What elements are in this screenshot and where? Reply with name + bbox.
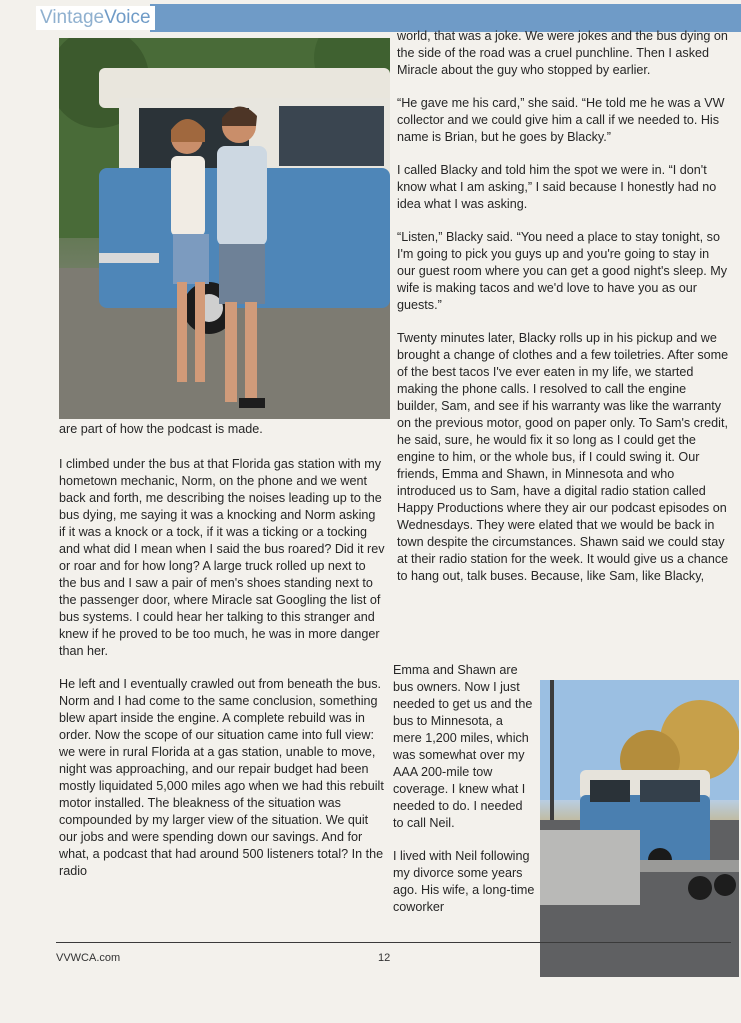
page-number: 12 bbox=[378, 952, 391, 964]
paragraph: world, that was a joke. We were jokes and the bus dying on the side of the road was a cruel punchline. Then I asked Miracle about the guy who stopped by earlier. bbox=[397, 29, 728, 77]
photo-bus-on-trailer bbox=[540, 680, 739, 977]
right-column bbox=[397, 28, 730, 601]
paragraph: “He gave me his card,” she said. “He told me he was a VW collector and we could give him a call if we needed to. His name is Brian, but he goes by Blacky.” bbox=[397, 96, 725, 144]
magazine-logo bbox=[36, 6, 155, 30]
photo-couple-with-bus bbox=[59, 38, 390, 419]
left-column bbox=[59, 456, 385, 896]
paragraph: I climbed under the bus at that Florida gas station with my hometown mechanic, Norm, on the phone and we went back and forth, me describing the noises leading up to the bus dying, me saying it was a knocking and Norm asking if it was a knock or a tock, if it was a ticking or a tocking and what did I mean when I said the bus roared? Did it rev or roar and for how long? A large truck rolled up next to the bus and I saw a pair of men's shoes standing next to the passenger door, where Miracle sat Googling the list of bus systems. I could hear her talking to this stranger and knew if he proved to be too much, he was in more danger than her. bbox=[59, 457, 385, 658]
footer-rule bbox=[56, 942, 731, 943]
paragraph: I lived with Neil following my divorce some years ago. His wife, a long-time coworker bbox=[393, 849, 535, 914]
paragraph: “Listen,” Blacky said. “You need a place to stay tonight, so I'm going to pick you guys up and you're going to stay in our guest room where you can get a good night's sleep. My wife is making tacos and we'd love to have you as our guests.” bbox=[397, 230, 728, 312]
photo-caption: are part of how the podcast is made. bbox=[59, 422, 263, 436]
logo-word-voice: Voice bbox=[104, 7, 151, 28]
paragraph: I called Blacky and told him the spot we were in. “I don't know what I am asking,” I said because I honestly had no idea what I was asking. bbox=[397, 163, 717, 211]
paragraph: Twenty minutes later, Blacky rolls up in his pickup and we brought a change of clothes and a few toiletries. After some of the best tacos I've ever eaten in my life, we started making the phone calls. I resolved to call the engine builder, Sam, and see if his warranty was like the warranty on the previous motor, good on paper only. To Sam's credit, he said, sure, he would fix it so long as I could get the engine to him, or the whole bus, if I could swing it. Our friends, Emma and Shawn, in Minnesota and who introduced us to Sam, have a digital radio station called Happy Productions where they air our podcast episodes on Wednesdays. They were elated that we would be back in town despite the circumstances. Shawn said we could stay at their radio station for the week. It would give us a chance to hang out, talk buses. Because, like Sam, like Blacky, bbox=[397, 331, 729, 583]
couple-bus-illustration bbox=[59, 38, 390, 419]
logo-word-vintage: Vintage bbox=[40, 7, 105, 28]
footer-website: VVWCA.com bbox=[56, 952, 121, 964]
paragraph: Emma and Shawn are bus owners. Now I just needed to get us and the bus to Minnesota, a mere 1,200 miles, which was somewhat over my AAA 200-mile tow coverage. I knew what I needed to do. I needed to call Neil. bbox=[393, 663, 533, 830]
narrow-column bbox=[393, 662, 535, 932]
paragraph: He left and I eventually crawled out from beneath the bus. Norm and I had come to the same conclusion, something blew apart inside the engine. A complete rebuild was in order. Now the scope of our situation came into full view: we were in rural Florida at a gas station, unable to move, night was approaching, and our repair budget had been mostly liquidated 5,000 miles ago when we had this rebuilt motor installed. The bleakness of the situation was compounded by my larger view of the situation. We quit our jobs and were spending down our savings. And for what, a podcast that had around 500 listeners total? In the radio bbox=[59, 677, 384, 878]
bus-trailer-illustration bbox=[540, 680, 739, 977]
